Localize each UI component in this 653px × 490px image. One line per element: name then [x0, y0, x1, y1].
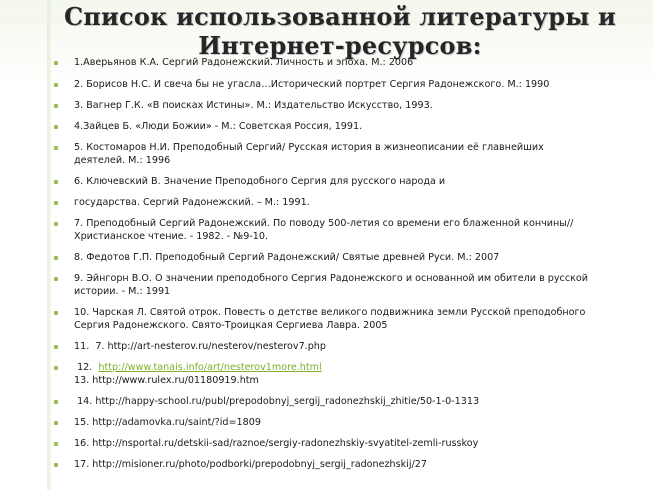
bullet-icon — [54, 463, 58, 467]
list-item: 12. http://www.tanais.info/art/nesterov1more.html 13. http://www.rulex.ru/01180919.htm — [52, 361, 642, 387]
list-item: 3. Вагнер Г.К. «В поисках Истины». М.: Издательство Искусство, 1993. — [52, 99, 642, 112]
bullet-icon — [54, 83, 58, 87]
list-item: 5. Костомаров Н.И. Преподобный Сергий/ Русская история в жизнеописании её главнейших деятелей. М.: 1996 — [52, 141, 594, 167]
title-line-1: Список использованной литературы и — [63, 2, 617, 31]
reference-list — [52, 56, 642, 471]
bullet-icon — [54, 125, 58, 129]
list-item: 4.Зайцев Б. «Люди Божии» - М.: Советская Россия, 1991. — [52, 120, 642, 133]
bullet-icon — [54, 180, 58, 184]
bullet-icon — [54, 277, 58, 281]
list-item: 10. Чарская Л. Святой отрок. Повесть о детстве великого подвижника земли Русской преподобного Сергия Радонежского. Свято-Троицкая Сергиева Лавра. 2005 — [52, 306, 594, 332]
page-title — [60, 2, 620, 60]
bullet-icon — [54, 256, 58, 260]
list-item: 9. Эйнгорн В.О. О значении преподобного Сергия Радонежского и основанной им обители в русской истории. - М.: 1991 — [52, 272, 614, 298]
list-item: 8. Федотов Г.П. Преподобный Сергий Радонежский/ Святые древней Руси. М.: 2007 — [52, 251, 642, 264]
list-item: 2. Борисов Н.С. И свеча бы не угасла…Исторический портрет Сергия Радонежского. М.: 1990 — [52, 78, 642, 91]
list-item: 1.Аверьянов К.А. Сергий Радонежский. Личность и эпоха. М.: 2006 — [52, 56, 642, 69]
bullet-icon — [54, 201, 58, 205]
list-item: 6. Ключевский В. Значение Преподобного Сергия для русского народа и — [52, 175, 642, 188]
list-item: государства. Сергий Радонежский. – М.: 1991. — [52, 196, 642, 209]
list-item: 11. 7. http://art-nesterov.ru/nesterov/nesterov7.php — [52, 340, 642, 353]
list-item: 17. http://misioner.ru/photo/podborki/prepodobnyj_sergij_radonezhskij/27 — [52, 458, 642, 471]
bullet-icon — [54, 442, 58, 446]
list-item: 15. http://adamovka.ru/saint/?id=1809 — [52, 416, 642, 429]
list-item: 16. http://nsportal.ru/detskii-sad/raznoe/sergiy-radonezhskiy-svyatitel-zemli-russkoy — [52, 437, 642, 450]
bullet-icon — [54, 104, 58, 108]
bullet-icon — [54, 222, 58, 226]
bullet-icon — [54, 366, 58, 370]
list-item: 14. http://happy-school.ru/publ/prepodobnyj_sergij_radonezhskij_zhitie/50-1-0-1313 — [52, 395, 642, 408]
bullet-icon — [54, 146, 58, 150]
reference-link[interactable]: http://www.tanais.info/art/nesterov1more.html — [98, 362, 322, 373]
bullet-icon — [54, 311, 58, 315]
bullet-icon — [54, 421, 58, 425]
bullet-icon — [54, 400, 58, 404]
bullet-icon — [54, 345, 58, 349]
title-line-2: Интернет-ресурсов: — [198, 31, 482, 60]
bullet-icon — [54, 61, 58, 65]
list-item: 7. Преподобный Сергий Радонежский. По поводу 500-летия со времени его блаженной кончины// Христианское чтение. - 1982. - №9-10. — [52, 217, 634, 243]
